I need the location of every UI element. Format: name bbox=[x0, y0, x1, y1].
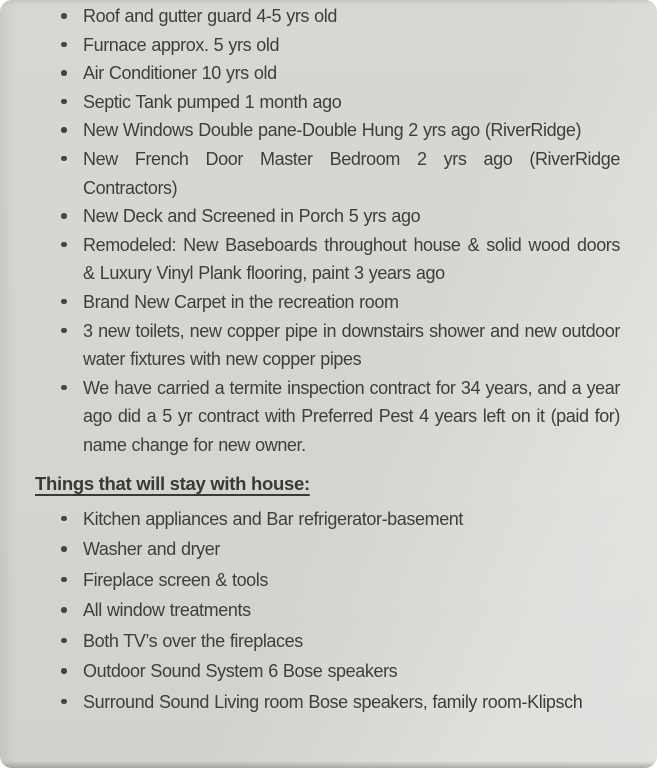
bullet-icon bbox=[61, 127, 67, 133]
list-item-text: Roof and gutter guard 4-5 yrs old bbox=[83, 6, 337, 26]
bullet-icon bbox=[61, 546, 67, 552]
list-item-text: Air Conditioner 10 yrs old bbox=[83, 63, 277, 84]
bullet-icon bbox=[61, 638, 67, 644]
list-item-text: All window treatments bbox=[83, 600, 251, 620]
list-item-text: Brand New Carpet in the recreation room bbox=[83, 291, 399, 312]
list-item bbox=[83, 116, 620, 145]
bullet-icon bbox=[61, 699, 67, 705]
list-item bbox=[83, 317, 620, 374]
bullet-icon bbox=[61, 99, 67, 105]
bullet-icon bbox=[61, 385, 67, 391]
list-item bbox=[83, 565, 620, 596]
list-item-text: Fireplace screen & tools bbox=[83, 569, 268, 590]
list-item-text: Both TV’s over the fireplaces bbox=[83, 630, 303, 651]
list-item bbox=[83, 687, 620, 718]
list-item bbox=[83, 231, 620, 288]
list-item-text: Outdoor Sound System 6 Bose speakers bbox=[83, 661, 398, 681]
bullet-icon bbox=[61, 328, 67, 334]
list-item bbox=[83, 534, 620, 565]
list-item bbox=[83, 595, 620, 626]
stay-section-heading: Things that will stay with house: bbox=[35, 472, 310, 494]
list-item bbox=[83, 656, 620, 687]
bullet-icon bbox=[61, 242, 67, 248]
list-item bbox=[83, 2, 620, 31]
bullet-icon bbox=[61, 13, 67, 19]
list-item-text: Washer and dryer bbox=[83, 539, 220, 559]
bullet-icon bbox=[61, 156, 67, 162]
list-item bbox=[83, 504, 620, 535]
list-item-text: Furnace approx. 5 yrs old bbox=[83, 34, 280, 55]
bullet-icon bbox=[61, 516, 67, 522]
list-item bbox=[83, 145, 620, 202]
list-item bbox=[83, 59, 620, 88]
bullet-icon bbox=[61, 213, 67, 219]
list-item-text: We have carried a termite inspection contract for 34 years, and a year ago did a 5 yr contract with Preferred Pest 4 years left on it (paid for) name change for new owner. bbox=[83, 377, 620, 455]
list-item-text: Kitchen appliances and Bar refrigerator-basement bbox=[83, 508, 464, 529]
list-item-text: Septic Tank pumped 1 month ago bbox=[83, 91, 342, 112]
maintenance-list bbox=[35, 2, 620, 460]
list-item-text: New French Door Master Bedroom 2 yrs ago (RiverRidge Contractors) bbox=[83, 148, 620, 198]
bullet-icon bbox=[61, 607, 67, 613]
list-item-text: New Windows Double pane-Double Hung 2 yrs ago (RiverRidge) bbox=[83, 120, 582, 141]
list-item-text: Remodeled: New Baseboards throughout house & solid wood doors & Luxury Vinyl Plank flooring, paint 3 years ago bbox=[83, 234, 620, 284]
stay-list bbox=[35, 504, 620, 718]
list-item bbox=[83, 202, 620, 231]
bullet-icon bbox=[61, 42, 67, 48]
list-item-text: 3 new toilets, new copper pipe in downstairs shower and new outdoor water fixtures with new copper pipes bbox=[83, 320, 620, 370]
list-item-text: New Deck and Screened in Porch 5 yrs ago bbox=[83, 206, 421, 227]
list-item bbox=[83, 31, 620, 60]
list-item bbox=[83, 374, 620, 460]
list-item bbox=[83, 288, 620, 317]
bullet-icon bbox=[61, 70, 67, 76]
bullet-icon bbox=[61, 668, 67, 674]
list-item bbox=[83, 626, 620, 657]
list-item-text: Surround Sound Living room Bose speakers, family room-Klipsch bbox=[83, 691, 583, 712]
bullet-icon bbox=[61, 577, 67, 583]
list-item bbox=[83, 88, 620, 117]
bullet-icon bbox=[61, 299, 67, 305]
